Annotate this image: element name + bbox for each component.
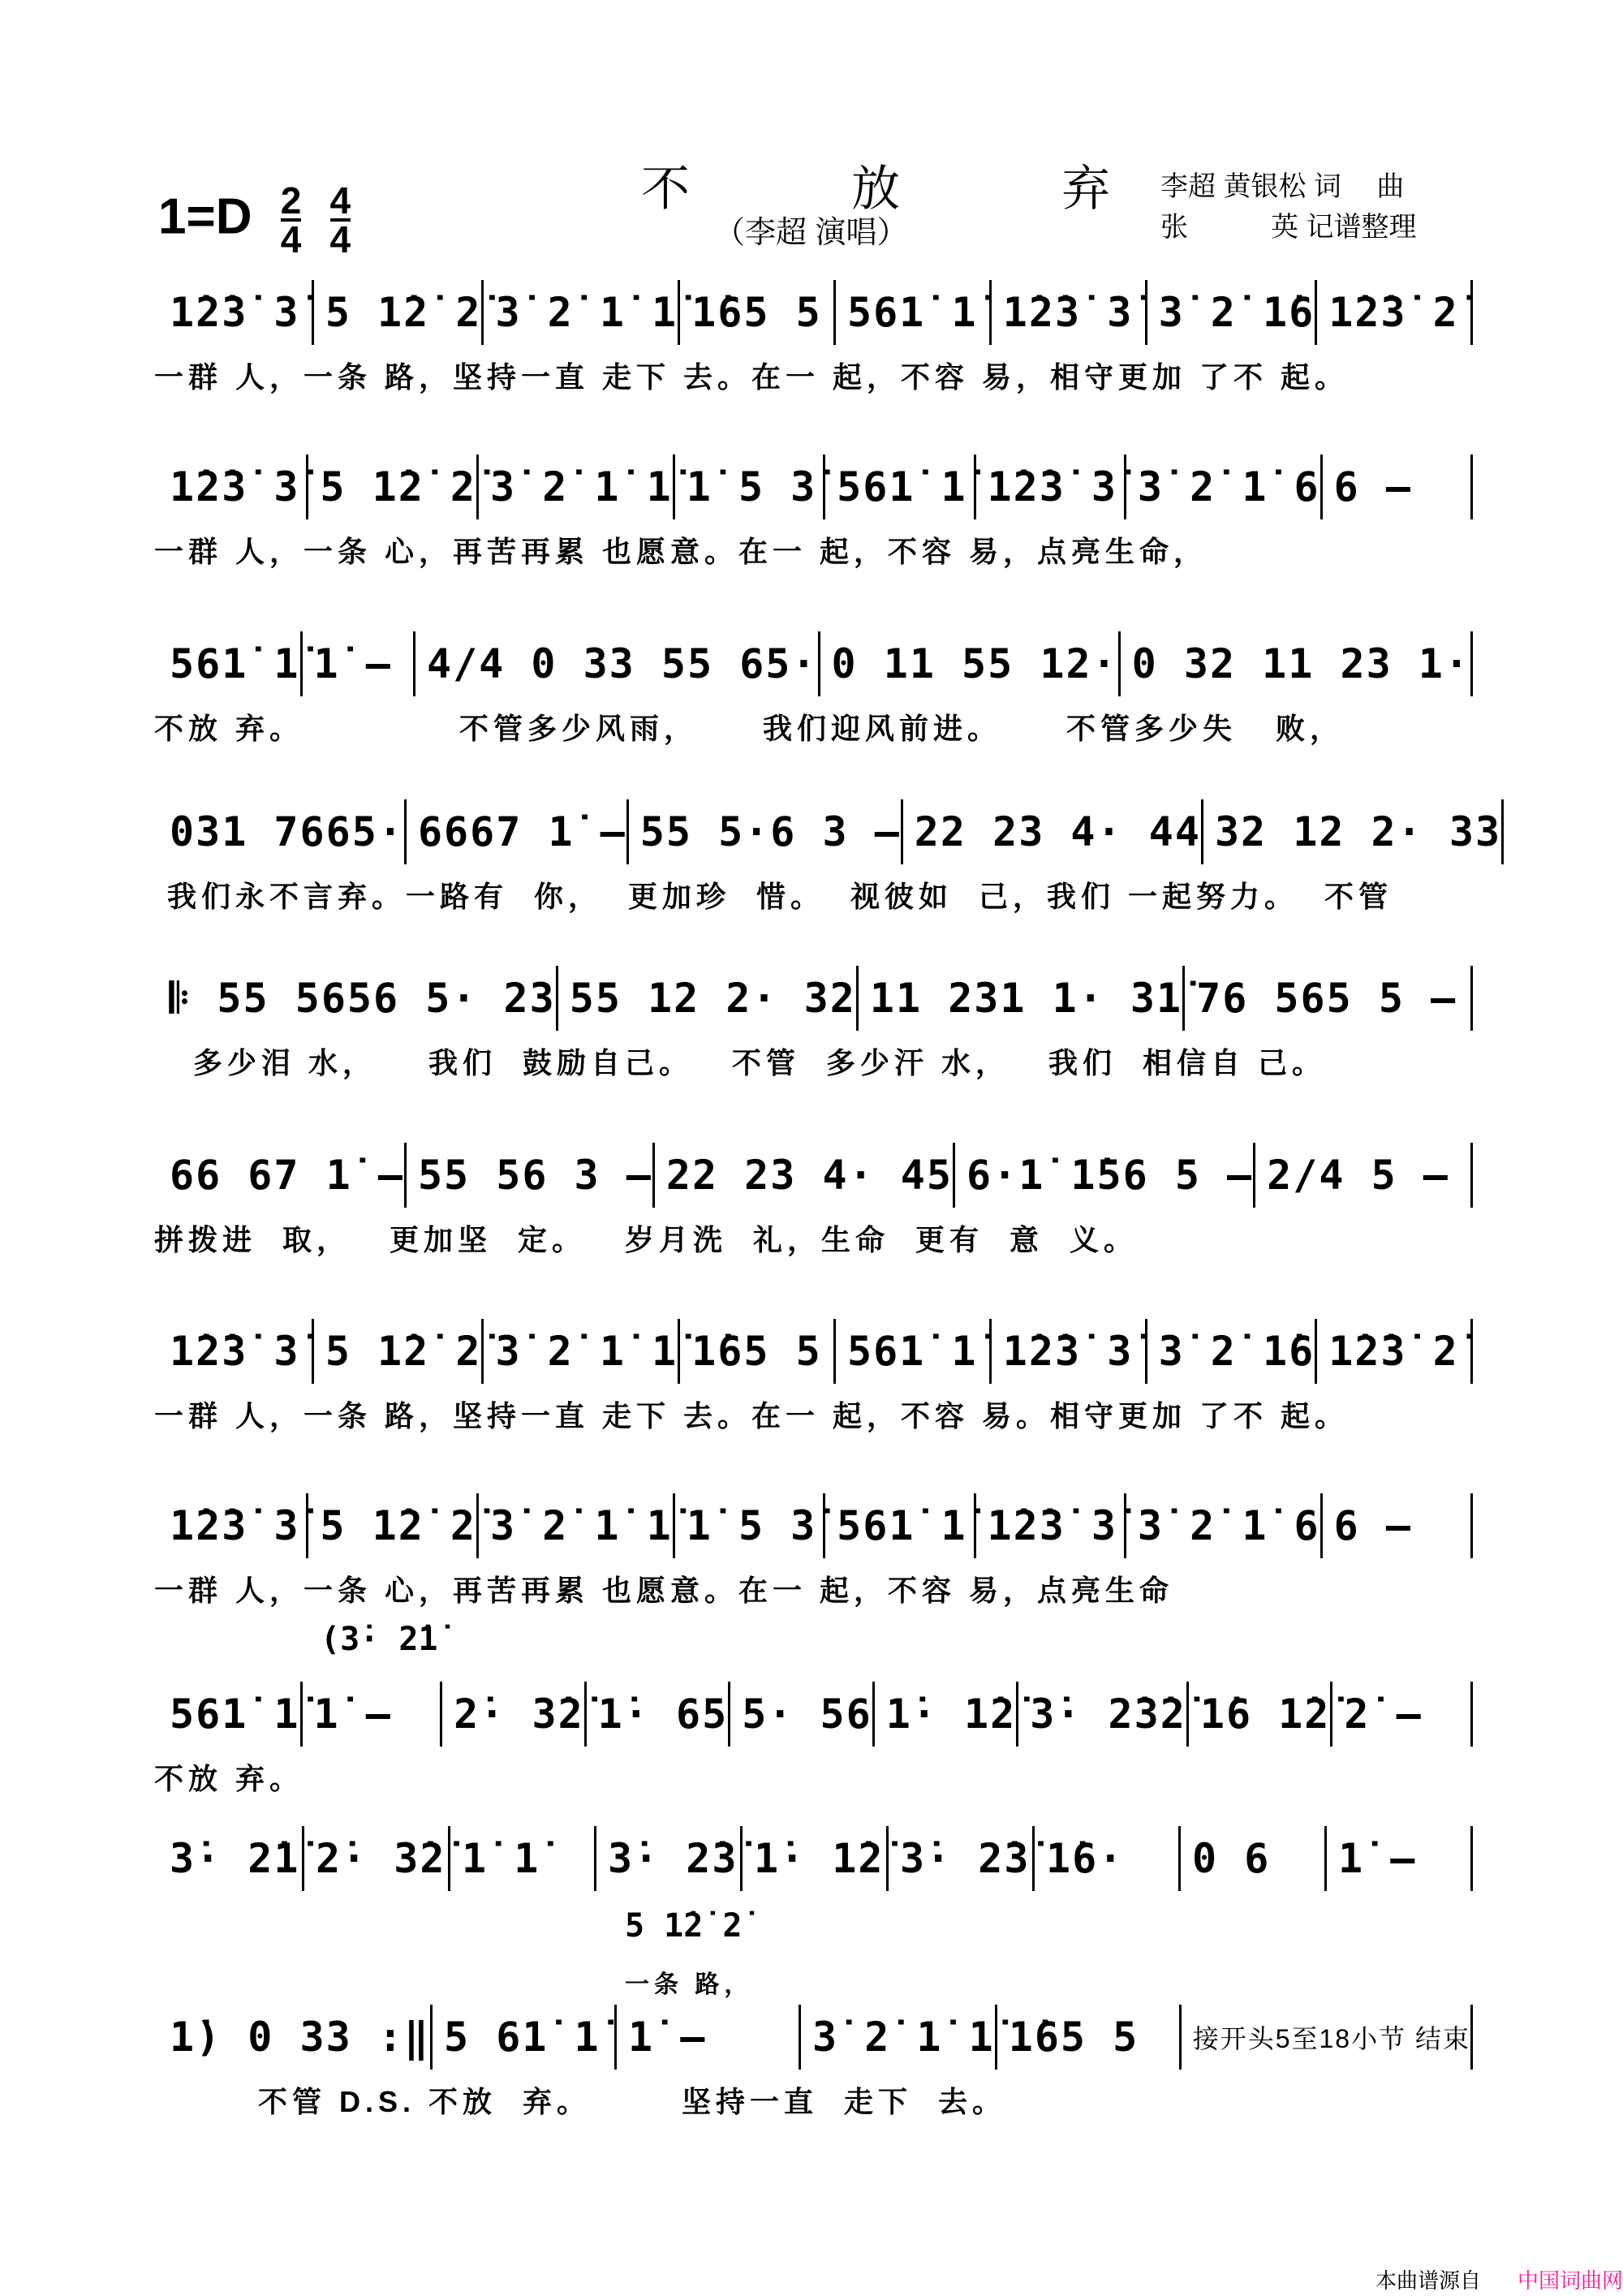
measure: 3̇ 2̇ 1̇ 1̇ [479, 454, 675, 519]
measure: 5 1̇2̇ 2̇ [308, 454, 479, 519]
measure: 1̇65 5 [680, 1319, 836, 1384]
lyrics: 一群 人，一条 路，坚持一直 走下 去。在一 起，不容 易。相守更加 了不 起。 [154, 1399, 1350, 1432]
measure: 561̇ 1̇ [825, 454, 975, 519]
measure: 031 7665· [158, 799, 407, 864]
lyrics: 一群 人，一条 心，再苦再累 也愿意。在一 起，不容 易，点亮生命， [154, 535, 1208, 568]
measure: 2̇· 3̇2̇ [304, 1826, 450, 1891]
measure: 1̇2̇3̇ 3̇ [992, 280, 1147, 345]
measure: 1̇) 0 33 :‖ [158, 2005, 433, 2070]
measure: 3̇ 2̇ 1̇ 1̇ [479, 1493, 675, 1558]
measure: 561̇ 1̇ [825, 1493, 975, 1558]
score-line [158, 2005, 1473, 2070]
measure: 5· 56 [730, 1682, 875, 1747]
measure: 0 11 55 12· [820, 631, 1121, 696]
measure: 22 23 4· 45 [655, 1143, 955, 1208]
measure: 1̇6· [1035, 1826, 1181, 1891]
measure: 6 – [1323, 1493, 1473, 1558]
measure: 55 56 3 – [407, 1143, 655, 1208]
measure: 3̇· 2̇3̇ [889, 1826, 1035, 1891]
measure: 55 12 2· 32 [558, 966, 859, 1031]
measure: 3̇ 2̇ 1̇ 6 [1126, 1493, 1323, 1558]
measure: 1̇2̇3̇ 2̇ [1317, 280, 1473, 345]
measure: 1̇65 5 [680, 280, 836, 345]
composer-credit: 李超 黄银松 词 曲 [1160, 171, 1405, 202]
measure: 3̇ 2̇ 1̇6 [1147, 1319, 1318, 1384]
measure: 3̇ 2̇ 1̇ 1̇ [484, 280, 680, 345]
measure: 3̇· 2̇1̇ [158, 1826, 304, 1891]
measure: 76 565 5 – [1185, 966, 1473, 1031]
time-den: 4 [329, 218, 351, 261]
time-den: 4 [280, 218, 302, 261]
measure: 3̇· 2̇3̇ [596, 1826, 743, 1891]
measure: 6·1̇ 1̇56 5 – [955, 1143, 1255, 1208]
footer-site: 中国词曲网 [1518, 2268, 1623, 2293]
measure: 1̇ – [303, 1682, 443, 1747]
measure: 1̇ 5 3̇ [675, 1493, 825, 1558]
key-label: 1=D [158, 188, 252, 245]
score-line [158, 631, 1473, 696]
time-num: 2 [280, 179, 302, 222]
lyrics: 不放 弃。 不管多少风雨， 我们迎风前进。 不管多少失 败， [154, 712, 1345, 745]
measure: 1̇ 1̇ [450, 1826, 596, 1891]
measure: 561̇ 1̇ [836, 1319, 992, 1384]
measure: 1̇6 1̇2̇ [1189, 1682, 1333, 1747]
measure: 1̇2̇3̇ 3̇ [158, 1493, 308, 1558]
score-line [158, 799, 1502, 864]
measure: 𝄆 55 5656 5· 23 [158, 966, 558, 1031]
measure: 6 – [1323, 454, 1473, 519]
measure: 接开头5至18小节 结束 [1182, 2005, 1473, 2070]
score-line [158, 1319, 1473, 1384]
measure: 55 5·6 3 – [629, 799, 903, 864]
score-line [158, 280, 1473, 345]
measure: 5 61̇ 1̇ [433, 2005, 617, 2070]
measure: 3̇ 2̇ 1̇ 1̇ [484, 1319, 680, 1384]
measure: 22 23 4· 44 [903, 799, 1203, 864]
lyrics: 不管 D.S. 不放 弃。 坚持一直 走下 去。 [154, 2085, 1007, 2118]
score-line [158, 454, 1473, 519]
measure: 561̇ 1̇ [158, 1682, 303, 1747]
lyrics: 一群 人，一条 心，再苦再累 也愿意。在一 起，不容 易，点亮生命 [154, 1574, 1174, 1607]
measure: 0 6 [1181, 1826, 1327, 1891]
measure: 11 231 1· 31̇ [859, 966, 1185, 1031]
measure: 2̇· 3̇2̇ [442, 1682, 587, 1747]
credits [1160, 166, 1416, 248]
measure: 1̇2̇3̇ 3̇ [158, 280, 314, 345]
measure: 3̇ 2̇ 1̇ 6 [1126, 454, 1323, 519]
measure: 3̇· 2̇3̇2̇ [1018, 1682, 1189, 1747]
measure: 1̇ – [617, 2005, 801, 2070]
measure: 4/4 0 33 55 65· [415, 631, 820, 696]
measure: 1̇2̇3̇ 3̇ [158, 454, 308, 519]
lyrics: 不放 弃。 [154, 1762, 304, 1795]
song-title: 不 放 弃 [641, 161, 1184, 218]
measure: 1̇2̇3̇ 3̇ [976, 1493, 1126, 1558]
ornament-notes: (3̇· 2̇1̇ [321, 1621, 438, 1658]
score-line [158, 1143, 1473, 1208]
lyrics: 拼拨进 取， 更加坚 定。 岁月洗 礼，生命 更有 意 义。 [154, 1223, 1139, 1256]
key-signature [158, 179, 351, 261]
measure: 5 1̇2̇ 2̇ [314, 280, 484, 345]
measure: 3̇ 2̇ 1̇ 1̇ [801, 2005, 997, 2070]
measure: 5 1̇2̇ 2̇ [308, 1493, 479, 1558]
lyrics: 多少泪 水， 我们 鼓励自己。 不管 多少汗 水， 我们 相信自 己。 [154, 1046, 1327, 1079]
transcriber-credit: 张 英 记谱整理 [1160, 212, 1417, 243]
score-line [158, 1493, 1473, 1558]
ossia-lyrics: 一条 路， [625, 1971, 754, 1998]
measure: 1̇65 5 [997, 2005, 1182, 2070]
measure: 0 32 11 23 1· [1121, 631, 1473, 696]
measure: 561̇ 1̇ [836, 280, 992, 345]
measure: 1̇2̇3̇ 3̇ [158, 1319, 314, 1384]
measure: 561̇ 1̇ [158, 631, 303, 696]
measure: 2̇ – [1332, 1682, 1473, 1747]
measure: 32 12 2· 33 [1203, 799, 1504, 864]
measure: 1̇· 1̇2̇ [743, 1826, 889, 1891]
measure: 1̇· 1̇2̇ [875, 1682, 1019, 1747]
ossia-notes: 5 1̇2̇ 2̇ [625, 1907, 743, 1945]
measure: 1̇· 65 [587, 1682, 731, 1747]
measure: 2/4 5 – [1255, 1143, 1473, 1208]
measure: 1̇2̇3̇ 3̇ [992, 1319, 1147, 1384]
score-line [158, 1682, 1473, 1747]
singer: （李超 演唱） [714, 216, 908, 250]
footer-source: 本曲谱源自 [1375, 2268, 1482, 2293]
time-num: 4 [329, 179, 351, 222]
time-signature-2-4 [280, 179, 302, 261]
measure: 1̇ – [1327, 1826, 1473, 1891]
lyrics: 我们永不言弃。一路有 你， 更加珍 惜。 视彼如 己，我们 一起努力。 不管 [154, 880, 1393, 913]
measure: 1̇2̇3̇ 3̇ [976, 454, 1126, 519]
score-line [158, 1826, 1473, 1891]
score-line [158, 966, 1473, 1031]
lyrics: 一群 人，一条 路，坚持一直 走下 去。在一 起，不容 易，相守更加 了不 起。 [154, 360, 1350, 394]
measure: 1̇2̇3̇ 2̇ [1317, 1319, 1473, 1384]
measure: 66 67 1̇ – [158, 1143, 407, 1208]
measure: 1̇ – [303, 631, 415, 696]
time-signature-4-4 [329, 179, 351, 261]
measure: 6667 1̇ – [407, 799, 629, 864]
measure: 5 1̇2̇ 2̇ [314, 1319, 484, 1384]
measure: 1̇ 5 3̇ [675, 454, 825, 519]
measure: 3̇ 2̇ 1̇6 [1147, 280, 1318, 345]
